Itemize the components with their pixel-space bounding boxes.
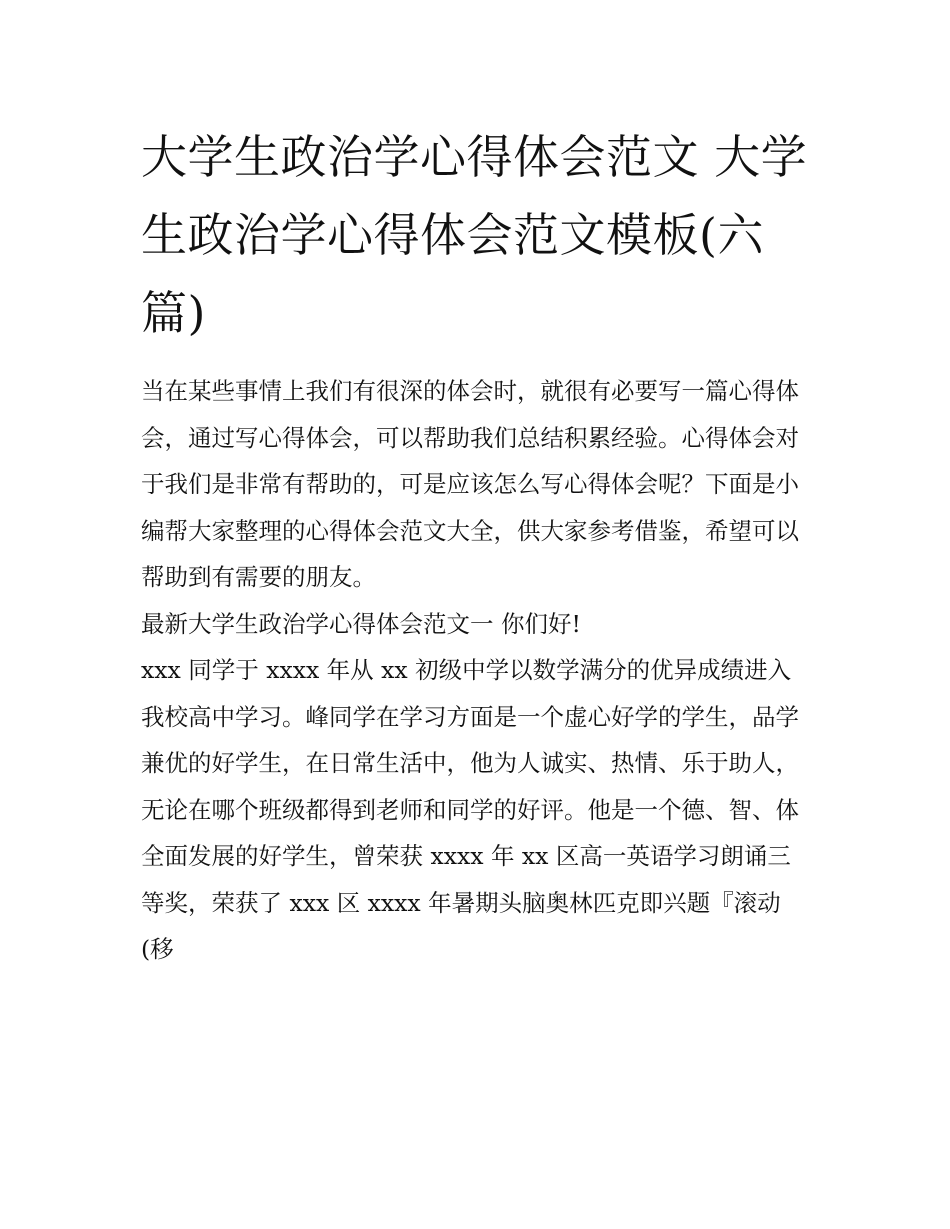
intro-paragraph: 当在某些事情上我们有很深的体会时，就很有必要写一篇心得体会，通过写心得体会，可以帮助我们总结积累经验。心得体会对于我们是非常有帮助的，可是应该怎么写心得体会呢？下面是小编帮大家整理的心得体会范文大全，供大家参考借鉴，希望可以帮助到有需要的朋友。 (141, 377, 799, 591)
body-paragraph: xxx 同学于 xxxx 年从 xx 初级中学以数学满分的优异成绩进入我校高中学习。峰同学在学习方面是一个虚心好学的学生，品学兼优的好学生，在日常生活中，他为人诚实、热情、乐于助人，无论在哪个班级都得到老师和同学的好评。他是一个德、智、体全面发展的好学生，曾荣获 xxxx 年 xx 区高一英语学习朗诵三等奖，荣获了 xxx 区 xxxx 年暑期头脑奥林匹克即兴题『滚动(移 (141, 656, 799, 963)
document-content (141, 118, 813, 973)
document-title: 大学生政治学心得体会范文 大学生政治学心得体会范文模板(六篇) (141, 130, 808, 340)
section-heading: 最新大学生政治学心得体会范文一 你们好! (141, 609, 581, 638)
